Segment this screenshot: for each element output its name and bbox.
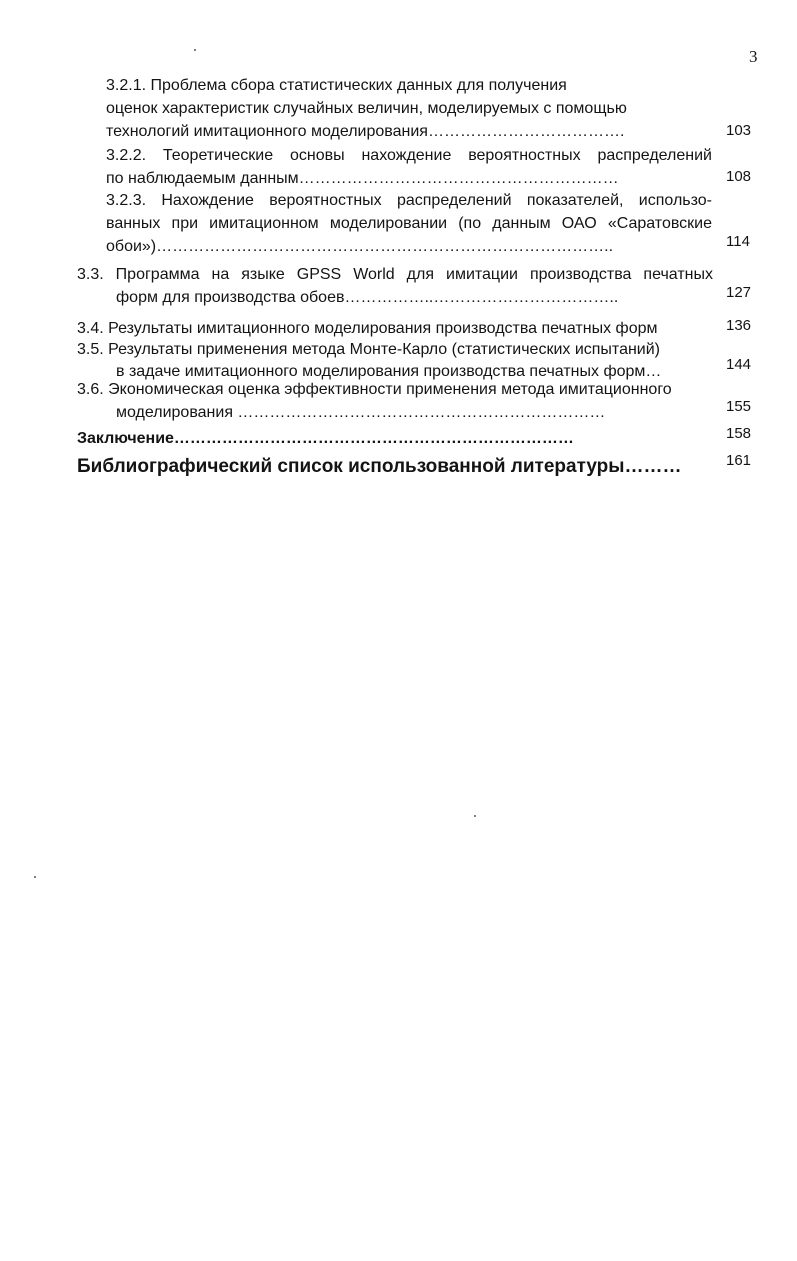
toc-entry-conclusion: Заключение………………………………………………………………… — [77, 430, 574, 447]
toc-entry-3-2-1-line-2: оценок характеристик случайных величин, моделируемых с помощью — [106, 100, 627, 117]
toc-entry-3-2-2-line-2: по наблюдаемым данным…………………………………………………… — [106, 170, 619, 187]
toc-entry-3-4-line-1: 3.4. Результаты имитационного моделирования производства печатных форм — [77, 320, 658, 337]
toc-entry-3-2-2-line-1: 3.2.2. Теоретические основы нахождение вероятностных распределений — [106, 147, 712, 164]
toc-entry-3-4-page: 136 — [726, 317, 752, 334]
toc-entry-3-5-page: 144 — [726, 356, 752, 373]
toc-entry-bibliography-page: 161 — [726, 452, 752, 469]
toc-entry-3-2-1-line-1: 3.2.1. Проблема сбора статистических данных для получения — [106, 77, 567, 94]
toc-entry-3-6-page: 155 — [726, 398, 752, 415]
toc-entry-bibliography: Библиографический список использованной литературы……… — [77, 456, 682, 477]
toc-entry-3-3-line-1: 3.3. Программа на языке GPSS World для имитации производства печатных — [77, 266, 713, 283]
toc-entry-3-6-line-2: моделирования …………………………………………………………… — [116, 404, 606, 421]
toc-entry-3-2-3-line-1: 3.2.3. Нахождение вероятностных распределений показателей, использо- — [106, 192, 712, 209]
toc-entry-3-2-2-page: 108 — [726, 168, 752, 185]
page-number: 3 — [749, 47, 758, 66]
toc-entry-3-3-line-2: форм для производства обоев……………..…………………………….. — [116, 289, 619, 306]
toc-entry-conclusion-page: 158 — [726, 425, 752, 442]
toc-entry-3-2-1-page: 103 — [726, 122, 752, 139]
scan-speck — [194, 49, 196, 51]
toc-entry-3-5-line-2: в задаче имитационного моделирования производства печатных форм… — [116, 363, 662, 380]
toc-entry-3-6-line-1: 3.6. Экономическая оценка эффективности применения метода имитационного — [77, 381, 672, 398]
toc-entry-3-3-page: 127 — [726, 284, 752, 301]
toc-entry-3-2-3-line-3: обои»)………………………………………………………………………….. — [106, 238, 614, 255]
scan-speck — [474, 815, 476, 817]
toc-entry-3-2-3-page: 114 — [726, 233, 750, 250]
scan-speck — [34, 876, 36, 878]
toc-entry-3-5-line-1: 3.5. Результаты применения метода Монте-Карло (статистических испытаний) — [77, 341, 661, 358]
toc-entry-3-2-1-line-3: технологий имитационного моделирования………………………………. — [106, 123, 625, 140]
toc-entry-3-2-3-line-2: ванных при имитационном моделировании (по данным ОАО «Саратовские — [106, 215, 712, 232]
